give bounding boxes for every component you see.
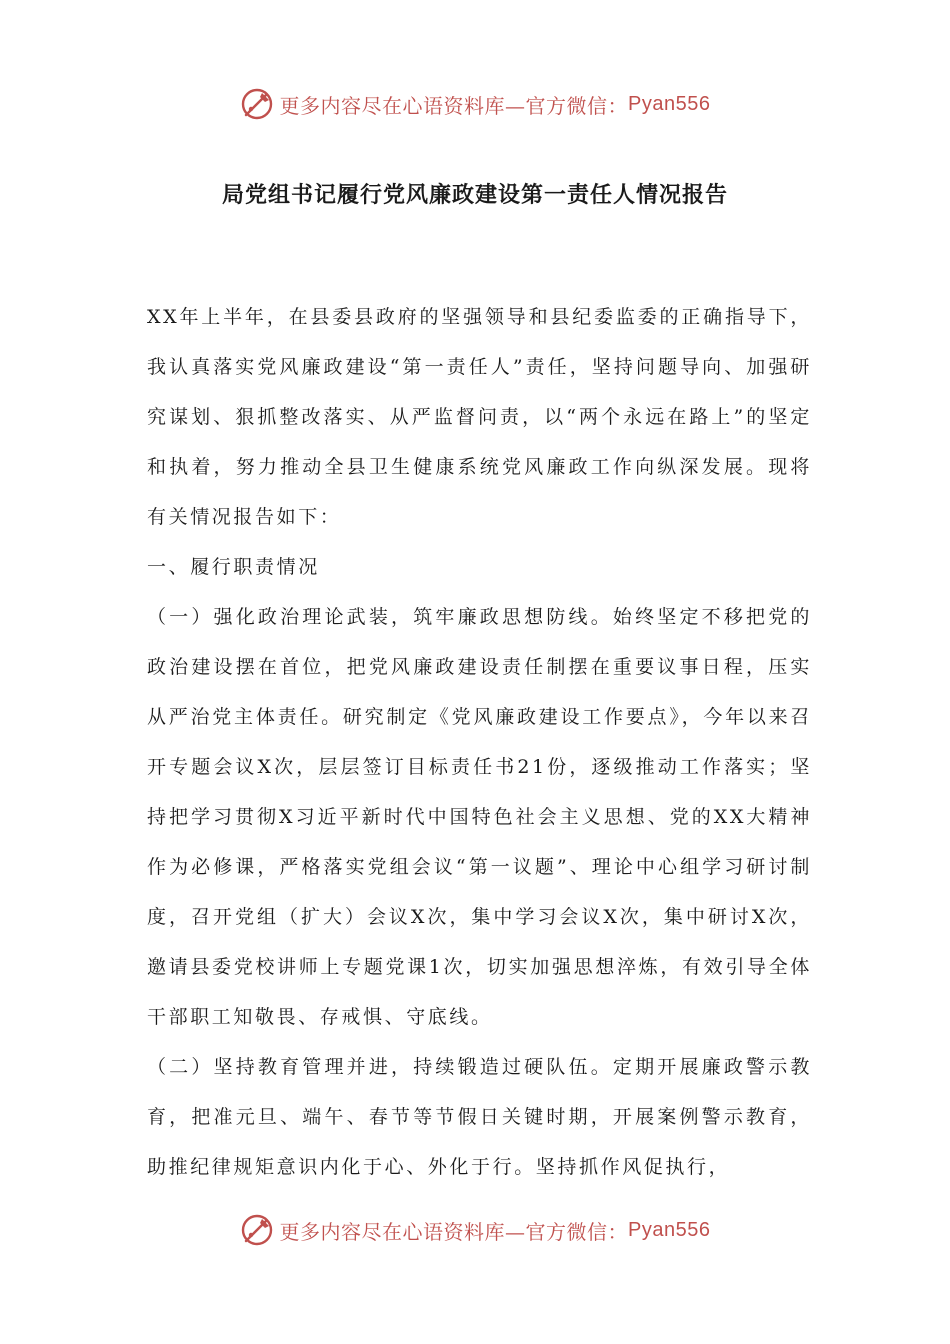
paragraph-intro: XX年上半年，在县委县政府的坚强领导和县纪委监委的正确指导下，我认真落实党风廉政建设“第一责任人”责任，坚持问题导向、加强研究谋划、狠抓整改落实、从严监督问责，以“两个永远在路上”的坚定和执着，努力推动全县卫生健康系统党风廉政工作向纵深发展。现将有关情况报告如下：: [147, 306, 812, 528]
paragraph-item-2: （二）坚持教育管理并进，持续锻造过硬队伍。定期开展廉政警示教育，把准元旦、端午、春节等节假日关键时期，开展案例警示教育，助推纪律规矩意识内化于心、外化于行。坚持抓作风促执行，: [147, 1056, 812, 1178]
watermark-text: 更多内容尽在心语资料库—官方微信：: [279, 1219, 629, 1244]
watermark-text: 更多内容尽在心语资料库—官方微信：: [279, 93, 629, 118]
document-title: 局党组书记履行党风廉政建设第一责任人情况报告: [221, 183, 728, 208]
section-heading: 一、履行职责情况: [147, 556, 320, 578]
pen-logo-icon: [240, 87, 274, 121]
watermark-wechat-id: Pyan556: [628, 1218, 711, 1241]
document-body: [147, 292, 812, 1192]
footer-watermark: [0, 1210, 950, 1250]
watermark-wechat-id: Pyan556: [628, 92, 711, 115]
paragraph-item-1: （一）强化政治理论武装，筑牢廉政思想防线。始终坚定不移把党的政治建设摆在首位，把党风廉政建设责任制摆在重要议事日程，压实从严治党主体责任。研究制定《党风廉政建设工作要点》，今年以来召开专题会议X次，层层签订目标责任书21份，逐级推动工作落实；坚持把学习贯彻X习近平新时代中国特色社会主义思想、党的XX大精神作为必修课，严格落实党组会议“第一议题”、理论中心组学习研讨制度，召开党组（扩大）会议X次，集中学习会议X次，集中研讨X次，邀请县委党校讲师上专题党课1次，切实加强思想淬炼，有效引导全体干部职工知敬畏、存戒惧、守底线。: [147, 606, 812, 1028]
pen-logo-icon: [240, 1213, 274, 1247]
header-watermark: [0, 84, 950, 124]
